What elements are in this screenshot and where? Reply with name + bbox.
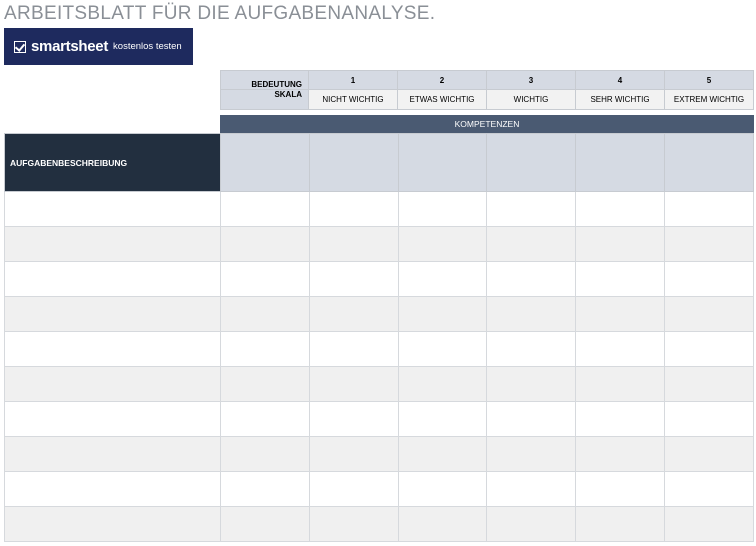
rating-cell[interactable] <box>576 437 665 472</box>
rating-cell[interactable] <box>398 192 487 227</box>
task-cell[interactable] <box>5 437 221 472</box>
rating-cell[interactable] <box>576 402 665 437</box>
scale-num-3: 3 <box>487 71 576 90</box>
page-title: ARBEITSBLATT FÜR DIE AUFGABENANALYSE. <box>4 3 436 24</box>
table-row <box>5 332 754 367</box>
rating-cell[interactable] <box>398 297 487 332</box>
scale-desc-5[interactable]: EXTREM WICHTIG <box>665 90 754 110</box>
free-trial-link[interactable]: kostenlos testen <box>113 41 182 52</box>
rating-cell[interactable] <box>487 472 576 507</box>
task-description-header: AUFGABENBESCHREIBUNG <box>5 134 221 192</box>
scale-desc-4[interactable]: SEHR WICHTIG <box>576 90 665 110</box>
table-row <box>5 472 754 507</box>
rating-cell[interactable] <box>309 402 398 437</box>
rating-cell[interactable] <box>221 437 310 472</box>
rating-cell[interactable] <box>221 297 310 332</box>
task-cell[interactable] <box>5 402 221 437</box>
importance-scale-table <box>220 70 754 110</box>
rating-cell[interactable] <box>221 402 310 437</box>
rating-cell[interactable] <box>221 192 310 227</box>
rating-cell[interactable] <box>309 262 398 297</box>
kompetenzen-header: KOMPETENZEN <box>220 115 754 134</box>
task-cell[interactable] <box>5 227 221 262</box>
scale-desc-1[interactable]: NICHT WICHTIG <box>309 90 398 110</box>
rating-cell[interactable] <box>309 507 398 542</box>
rating-cell[interactable] <box>398 437 487 472</box>
rating-cell[interactable] <box>398 262 487 297</box>
table-row <box>5 402 754 437</box>
rating-cell[interactable] <box>309 367 398 402</box>
competency-header-cell[interactable] <box>221 134 310 192</box>
scale-desc-2[interactable]: ETWAS WICHTIG <box>398 90 487 110</box>
rating-cell[interactable] <box>398 507 487 542</box>
task-cell[interactable] <box>5 367 221 402</box>
scale-desc-3[interactable]: WICHTIG <box>487 90 576 110</box>
rating-cell[interactable] <box>665 227 754 262</box>
competency-header-cell[interactable] <box>309 134 398 192</box>
rating-cell[interactable] <box>576 332 665 367</box>
rating-cell[interactable] <box>665 402 754 437</box>
table-row <box>5 437 754 472</box>
rating-cell[interactable] <box>576 472 665 507</box>
rating-cell[interactable] <box>665 367 754 402</box>
smartsheet-trial-banner[interactable] <box>4 28 193 65</box>
rating-cell[interactable] <box>309 192 398 227</box>
rating-cell[interactable] <box>398 472 487 507</box>
scale-num-2: 2 <box>398 71 487 90</box>
smartsheet-brand: smartsheet <box>31 38 109 55</box>
rating-cell[interactable] <box>487 332 576 367</box>
rating-cell[interactable] <box>487 367 576 402</box>
task-cell[interactable] <box>5 507 221 542</box>
rating-cell[interactable] <box>665 297 754 332</box>
rating-cell[interactable] <box>665 507 754 542</box>
rating-cell[interactable] <box>309 332 398 367</box>
scale-num-4: 4 <box>576 71 665 90</box>
rating-cell[interactable] <box>576 297 665 332</box>
rating-cell[interactable] <box>221 367 310 402</box>
rating-cell[interactable] <box>398 227 487 262</box>
rating-cell[interactable] <box>487 437 576 472</box>
rating-cell[interactable] <box>309 297 398 332</box>
rating-cell[interactable] <box>398 402 487 437</box>
competency-header-cell[interactable] <box>665 134 754 192</box>
task-cell[interactable] <box>5 192 221 227</box>
task-cell[interactable] <box>5 472 221 507</box>
smartsheet-logo-icon <box>14 41 26 53</box>
rating-cell[interactable] <box>576 507 665 542</box>
rating-cell[interactable] <box>576 367 665 402</box>
rating-cell[interactable] <box>398 332 487 367</box>
rating-cell[interactable] <box>576 227 665 262</box>
rating-cell[interactable] <box>487 507 576 542</box>
rating-cell[interactable] <box>576 262 665 297</box>
rating-cell[interactable] <box>221 332 310 367</box>
rating-cell[interactable] <box>665 192 754 227</box>
rating-cell[interactable] <box>576 192 665 227</box>
rating-cell[interactable] <box>487 402 576 437</box>
task-cell[interactable] <box>5 262 221 297</box>
competency-header-cell[interactable] <box>487 134 576 192</box>
table-row <box>5 192 754 227</box>
rating-cell[interactable] <box>665 472 754 507</box>
scale-num-5: 5 <box>665 71 754 90</box>
rating-cell[interactable] <box>221 472 310 507</box>
rating-cell[interactable] <box>309 437 398 472</box>
rating-cell[interactable] <box>221 507 310 542</box>
rating-cell[interactable] <box>309 472 398 507</box>
table-row <box>5 507 754 542</box>
table-row <box>5 262 754 297</box>
rating-cell[interactable] <box>487 227 576 262</box>
task-analysis-grid <box>4 133 754 542</box>
task-cell[interactable] <box>5 297 221 332</box>
competency-header-cell[interactable] <box>576 134 665 192</box>
rating-cell[interactable] <box>665 262 754 297</box>
rating-cell[interactable] <box>487 192 576 227</box>
task-cell[interactable] <box>5 332 221 367</box>
table-row <box>5 367 754 402</box>
scale-num-1: 1 <box>309 71 398 90</box>
table-row <box>5 227 754 262</box>
rating-cell[interactable] <box>398 367 487 402</box>
scale-label-bedeutung: BEDEUTUNG <box>221 71 309 90</box>
rating-cell[interactable] <box>221 227 310 262</box>
rating-cell[interactable] <box>309 227 398 262</box>
rating-cell[interactable] <box>665 437 754 472</box>
rating-cell[interactable] <box>487 262 576 297</box>
rating-cell[interactable] <box>665 332 754 367</box>
scale-label-skala: SKALA <box>221 90 309 110</box>
rating-cell[interactable] <box>487 297 576 332</box>
rating-cell[interactable] <box>221 262 310 297</box>
competency-header-cell[interactable] <box>398 134 487 192</box>
table-row <box>5 297 754 332</box>
